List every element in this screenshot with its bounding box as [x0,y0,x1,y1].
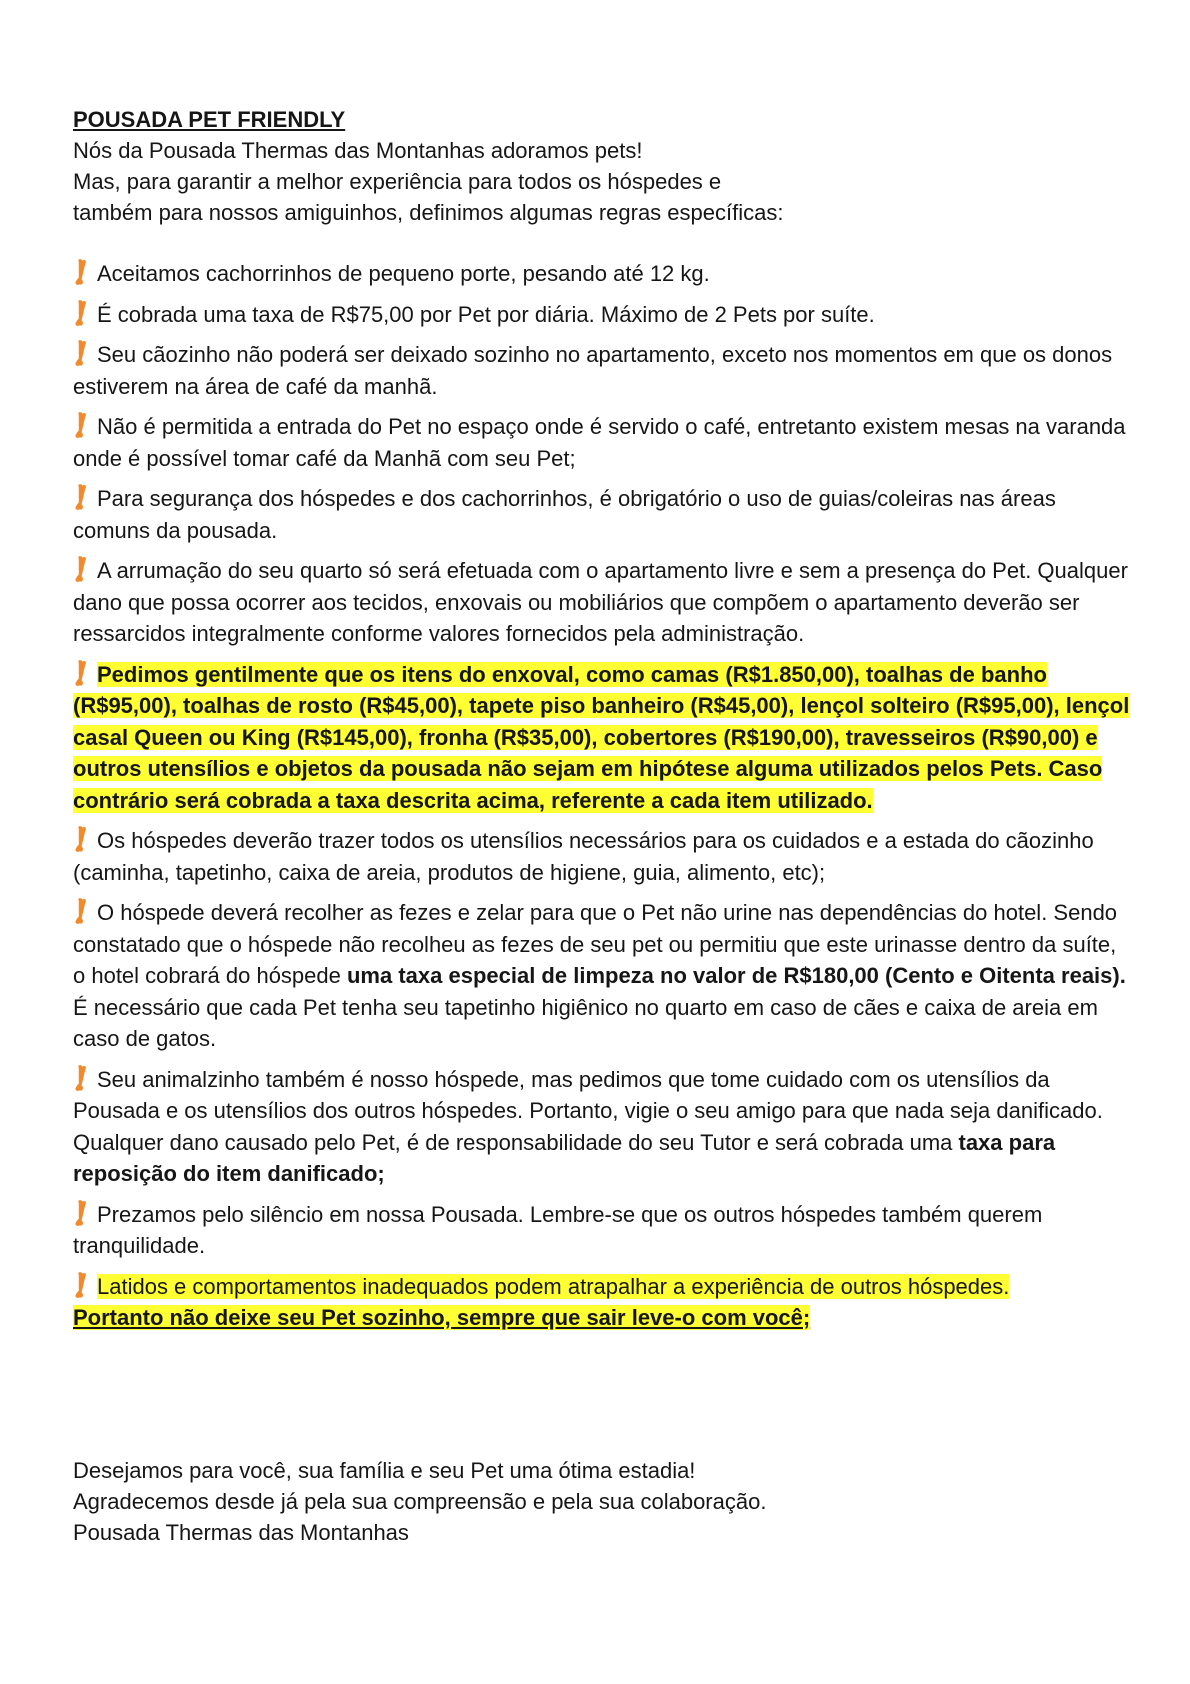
page-title: POUSADA PET FRIENDLY [73,107,346,132]
rule-text: Seu animalzinho também é nosso hóspede, mas pedimos que tome cuidado com os utensílios da Pousada e os utensílios dos outros hóspedes. Portanto, vigie o seu amigo para que nada seja danificado. Qualquer dano causado pelo Pet, é de responsabilidade do seu Tutor e será cobrada uma [73,1066,1103,1155]
rule-text: Para segurança dos hóspedes e dos cachorrinhos, é obrigatório o uso de guias/coleiras nas áreas comuns da pousada. [73,486,1056,543]
closing-line: Agradecemos desde já pela sua compreensão e pela sua colaboração. [73,1489,767,1514]
rules-list [73,258,1133,1343]
dog-bone-icon [73,258,92,286]
intro-line: Mas, para garantir a melhor experiência para todos os hóspedes e [73,169,722,194]
intro-line: também para nossos amiguinhos, definimos algumas regras específicas: [73,200,784,225]
rule-item [73,1064,1133,1190]
dog-bone-icon [73,411,92,439]
rule-text: Seu cãozinho não poderá ser deixado sozinho no apartamento, exceto nos momentos em que os donos estiverem na área de café da manhã. [73,342,1113,399]
rule-item [73,483,1133,546]
rule-text: É necessário que cada Pet tenha seu tapetinho higiênico no quarto em caso de cães e caixa de areia em caso de gatos. [73,994,1098,1051]
rule-item [73,555,1133,650]
dog-bone-icon [73,299,92,327]
rule-text-bold: uma taxa especial de limpeza no valor de R$180,00 (Cento e Oitenta reais). [346,963,1126,988]
rule-text: Prezamos pelo silêncio em nossa Pousada. Lembre-se que os outros hóspedes também querem tranquilidade. [73,1201,1043,1258]
dog-bone-icon [73,483,92,511]
rule-item [73,1199,1133,1262]
intro-line: Nós da Pousada Thermas das Montanhas adoramos pets! [73,138,643,163]
rule-item [73,411,1133,474]
rule-text-bold-underlined: Portanto não deixe seu Pet sozinho, sempre que sair leve-o com você; [73,1305,811,1330]
rule-item [73,897,1133,1055]
rule-text: É cobrada uma taxa de R$75,00 por Pet por diária. Máximo de 2 Pets por suíte. [97,301,875,327]
rule-item [73,258,1133,290]
rule-text-highlighted: Pedimos gentilmente que os itens do enxoval, como camas (R$1.850,00), toalhas de banho (R$95,00), toalhas de rosto (R$45,00), tapete piso banheiro (R$45,00), lençol solteiro (R$95,00), lençol casal Queen ou King (R$145,00), fronha (R$35,00), cobertores (R$190,00), travesseiros (R$90,00) e outros utensílios e objetos da pousada não sejam em hipótese alguma utilizados pelos Pets. Caso contrário será cobrada a taxa descrita acima, referente a cada item utilizado. [73,661,1130,813]
dog-bone-icon [73,339,92,367]
dog-bone-icon [73,659,92,687]
dog-bone-icon [73,897,92,925]
rule-item-highlighted [73,659,1133,817]
rule-text: O hóspede deverá recolher as fezes e zelar para que o Pet não urine nas dependências do hotel. Sendo constatado que o hóspede não recolheu as fezes de seu pet ou permitiu que este urinasse dentro da suíte, o hotel cobrará do hóspede [73,900,1118,988]
intro-section [73,104,1133,228]
rule-item [73,339,1133,402]
closing-section [73,1455,1133,1548]
rule-text: Não é permitida a entrada do Pet no espaço onde é servido o café, entretanto existem mesas na varanda onde é possível tomar café da Manhã com seu Pet; [73,414,1126,471]
rule-text: A arrumação do seu quarto só será efetuada com o apartamento livre e sem a presença do Pet. Qualquer dano que possa ocorrer aos tecidos, enxovais ou mobiliários que compõem o apartamento deverão ser ressarcidos integralmente conforme valores fornecidos pela administração. [73,558,1128,646]
rule-text: Os hóspedes deverão trazer todos os utensílios necessários para os cuidados e a estada do cãozinho (caminha, tapetinho, caixa de areia, produtos de higiene, guia, alimento, etc); [73,828,1094,885]
dog-bone-icon [73,1271,92,1299]
dog-bone-icon [73,1199,92,1227]
rule-text-highlighted: Latidos e comportamentos inadequados podem atrapalhar a experiência de outros hóspedes. [97,1273,1010,1299]
dog-bone-icon [73,1064,92,1092]
rule-text: Aceitamos cachorrinhos de pequeno porte, pesando até 12 kg. [97,261,710,286]
dog-bone-icon [73,555,92,583]
dog-bone-icon [73,825,92,853]
rule-item-highlighted [73,1271,1133,1334]
rule-item [73,825,1133,888]
rule-item [73,299,1133,331]
signature: Pousada Thermas das Montanhas [73,1520,409,1545]
closing-line: Desejamos para você, sua família e seu Pet uma ótima estadia! [73,1458,696,1483]
rule-text-bold: taxa para reposição do item danificado; [73,1129,1056,1186]
